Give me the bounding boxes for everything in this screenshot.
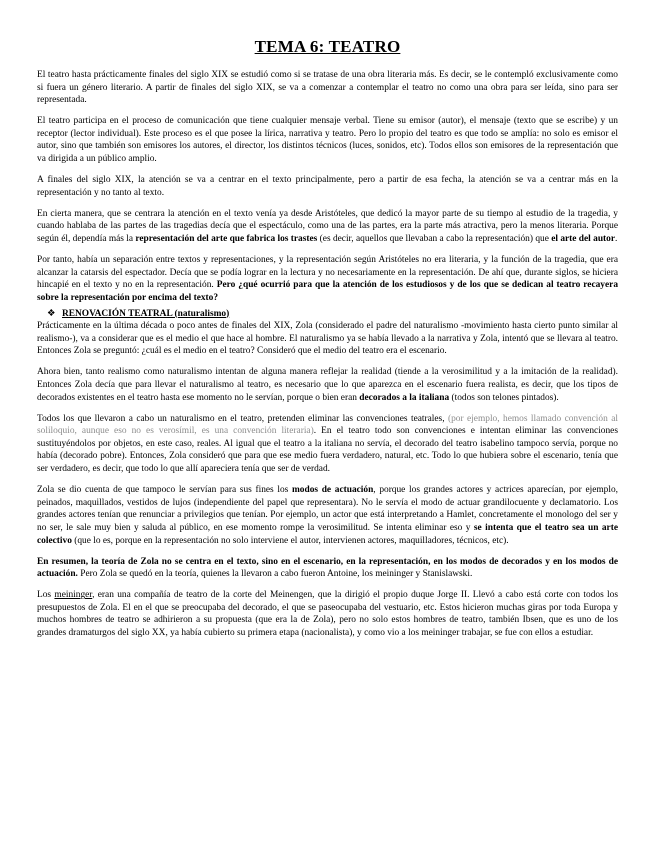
paragraph-8 <box>37 413 618 476</box>
page-title: TEMA 6: TEATRO <box>254 37 401 56</box>
paragraph-7-text-c: (todos son telones pintados). <box>449 392 559 403</box>
paragraph-2: El teatro participa en el proceso de comunicación que tiene cualquier mensaje verbal. Tiene su emisor (autor), el mensaje (texto que se escribe) y un receptor (lector individual). Este proceso es el que posee la lírica, narrativa y teatro. Pero lo propio del teatro es que todo se amplía: no solo es emisor el autor, sino que también son emisores los autores, el director, los distintos técnicos (luces, sonidos, etc). Todos ellos son emisores de la representación que va dirigida a un público amplio. <box>37 116 618 165</box>
paragraph-5-question: Pero ¿qué ocurrió para que la atención de los estudiosos y de los que se dedican al teatro recayera sobre la representación por encima del texto? <box>37 280 619 303</box>
paragraph-10-text-b: Pero Zola se quedó en la teoría, quienes la llevaron a cabo fueron Antoine, los meininger y Stanislawski. <box>77 569 473 580</box>
paragraph-9-text-e: (que lo es, porque en la representación no solo interviene el autor, intervienen actores, maquilladores, técnicos, etc). <box>71 535 509 546</box>
paragraph-1: El teatro hasta prácticamente finales del siglo XIX se estudió como si se tratase de una obra literaria más. Es decir, se le contempló exclusivamente como si fuera un género literario. A partir de finales del siglo XIX, se va a comenzar a contemplar el teatro no como una obra para ser leída, sino para ser representada. <box>37 70 618 106</box>
paragraph-4-bold-d: el arte del autor <box>551 234 615 245</box>
paragraph-9-bold-d: se intenta que el teatro sea un arte colectivo <box>37 522 619 546</box>
paragraph-4 <box>37 208 618 246</box>
paragraph-11-text-c: , eran una compañía de teatro de la corte del Meinengen, que la dirigió el propio duque Jorge II. Llevó a cabo está corte con todos los presupuestos de Zola. El en el que se preocupaba del decorado, el que se paseocupaba del vestuario, etc. Estos hicieron muchas giras por toda Europa y muchos hombres de teatro se adhirieron a su propuesta (que era la de Zola), pero no solo estos hombres de teatro, también Ibsen, que es uno de los grandes dramaturgos del siglo XX, ya había cubierto su primera etapa (nacionalista), y como vio a los meininger trabajar, se fue con ellos a estudiar. <box>37 590 619 639</box>
paragraph-7 <box>37 366 618 404</box>
paragraph-9-text-c: , porque los grandes actores y actrices aparecían, por ejemplo, peinados, maquillados, vestidos de lujos (independiente del papel que representara). No le servía el modo de actuar grandilocuente y declamatorio. Los grandes actores tenían que renunciar a privilegios que tenían. Por ejemplo, un actor que está interpretando a Hamlet, concretamente el monologo del ser y no ser, le sale muy bien y saluda al público, en ese momento rompe la verosimilitud. Se intenta eliminar eso y <box>37 485 618 533</box>
paragraph-10 <box>37 556 618 581</box>
paragraph-9 <box>37 484 618 547</box>
paragraph-5 <box>37 254 618 304</box>
paragraph-8-text-c: . En el teatro todo son convenciones e intentan eliminar las convenciones sustituyéndolos por objetos, en este caso, reales. Al igual que el teatro a la italiana no servía, el decorado del teatro isabelino tampoco servía, porque no había (decorado pobre). Entonces, Zola consideró que para que ese medio fuera verdadero, natural, etc. Todo lo que hubiera sobre el escenario, tenía que ser verdadero, es decir, que todo lo que allí apareciera tenía que ser de verdad. <box>37 426 618 475</box>
document-body <box>37 69 618 648</box>
paragraph-10-bold-a: En resumen, la teoría de Zola no se centra en el texto, sino en el escenario, en la representación, en los modos de decorados y en los modos de actuación. <box>37 556 618 580</box>
paragraph-4-text-e: . <box>615 234 618 245</box>
paragraph-9-text-a: Zola se dio cuenta de que tampoco le servían para sus fines los <box>37 485 292 496</box>
diamond-bullet-icon: ❖ <box>47 308 56 319</box>
paragraph-7-bold-b: decorados a la italiana <box>359 392 450 403</box>
paragraph-5-text-a: Por tanto, había un separación entre textos y representaciones, y la representación según Aristóteles no era literaria, y la función de la tragedia, que era alcanzar la catarsis del espectador. Decía que se podía lograr en la lectura y no necesariamente en la representación. De ahí que, durante siglos, se hiciera hincapié en el texto y no en la representación. <box>37 255 618 291</box>
paragraph-11-underlined: meininger <box>54 590 93 601</box>
paragraph-11-text-a: Los <box>37 590 55 601</box>
paragraph-4-text-a: En cierta manera, que se centrara la atención en el texto venía ya desde Aristóteles, que dedicó la mayor parte de su tiempo al estudio de la tragedia, y cuando hablaba de las partes de las tragedias decía que el espectáculo, como una de las partes, era la parte más atractiva, pero la menos literaria. Porque según él, dependía más la <box>37 208 618 245</box>
paragraph-8-gray-note: (por ejemplo, hemos llamado convención al soliloquio, aunque eso no es verosímil, es una convención literaria) <box>37 413 618 437</box>
paragraph-7-text-a: Ahora bien, tanto realismo como naturalismo intentan de alguna manera reflejar la realidad (tiende a la verosimilitud y a la imitación de la realidad). Entonces Zola decía que para llevar el naturalismo al teatro, es necesario que lo que aparezca en el escenario fuera realista, es decir, que los tipos de decorados existentes en el teatro hasta ese momento no le servían, porque o bien eran <box>37 367 618 403</box>
paragraph-9-bold-b: modos de actuación <box>291 485 374 496</box>
paragraph-8-text-a: Todos los que llevaron a cabo un naturalismo en el teatro, pretenden eliminar las convenciones teatrales, <box>37 413 448 424</box>
section-heading-renovacion <box>37 308 618 321</box>
section-heading-label: RENOVACIÓN TEATRAL (naturalismo) <box>62 308 230 319</box>
paragraph-4-bold-b: representación del arte que fabrica los trastes <box>135 234 318 245</box>
paragraph-4-text-c: (es decir, aquellos que llevaban a cabo la representación) que <box>317 234 552 245</box>
paragraph-3: A finales del siglo XIX, la atención se va a centrar en el texto principalmente, pero a partir de esa fecha, la atención se va a centrar más en la representación y no tanto al texto. <box>37 175 618 198</box>
paragraph-11 <box>37 589 618 639</box>
paragraph-6: Prácticamente en la última década o poco antes de finales del XIX, Zola (considerado el padre del naturalismo -movimiento hasta cierto punto similar al realismo-), va a considerar que es el medio el que hace al hombre. El naturalismo ya se había llevado a la narrativa y Zola, intentó que se llevara al teatro. Entonces Zola se preguntó: ¿cuál es el medio en el teatro? Consideró que el medio del teatro era el escenario. <box>37 321 618 357</box>
